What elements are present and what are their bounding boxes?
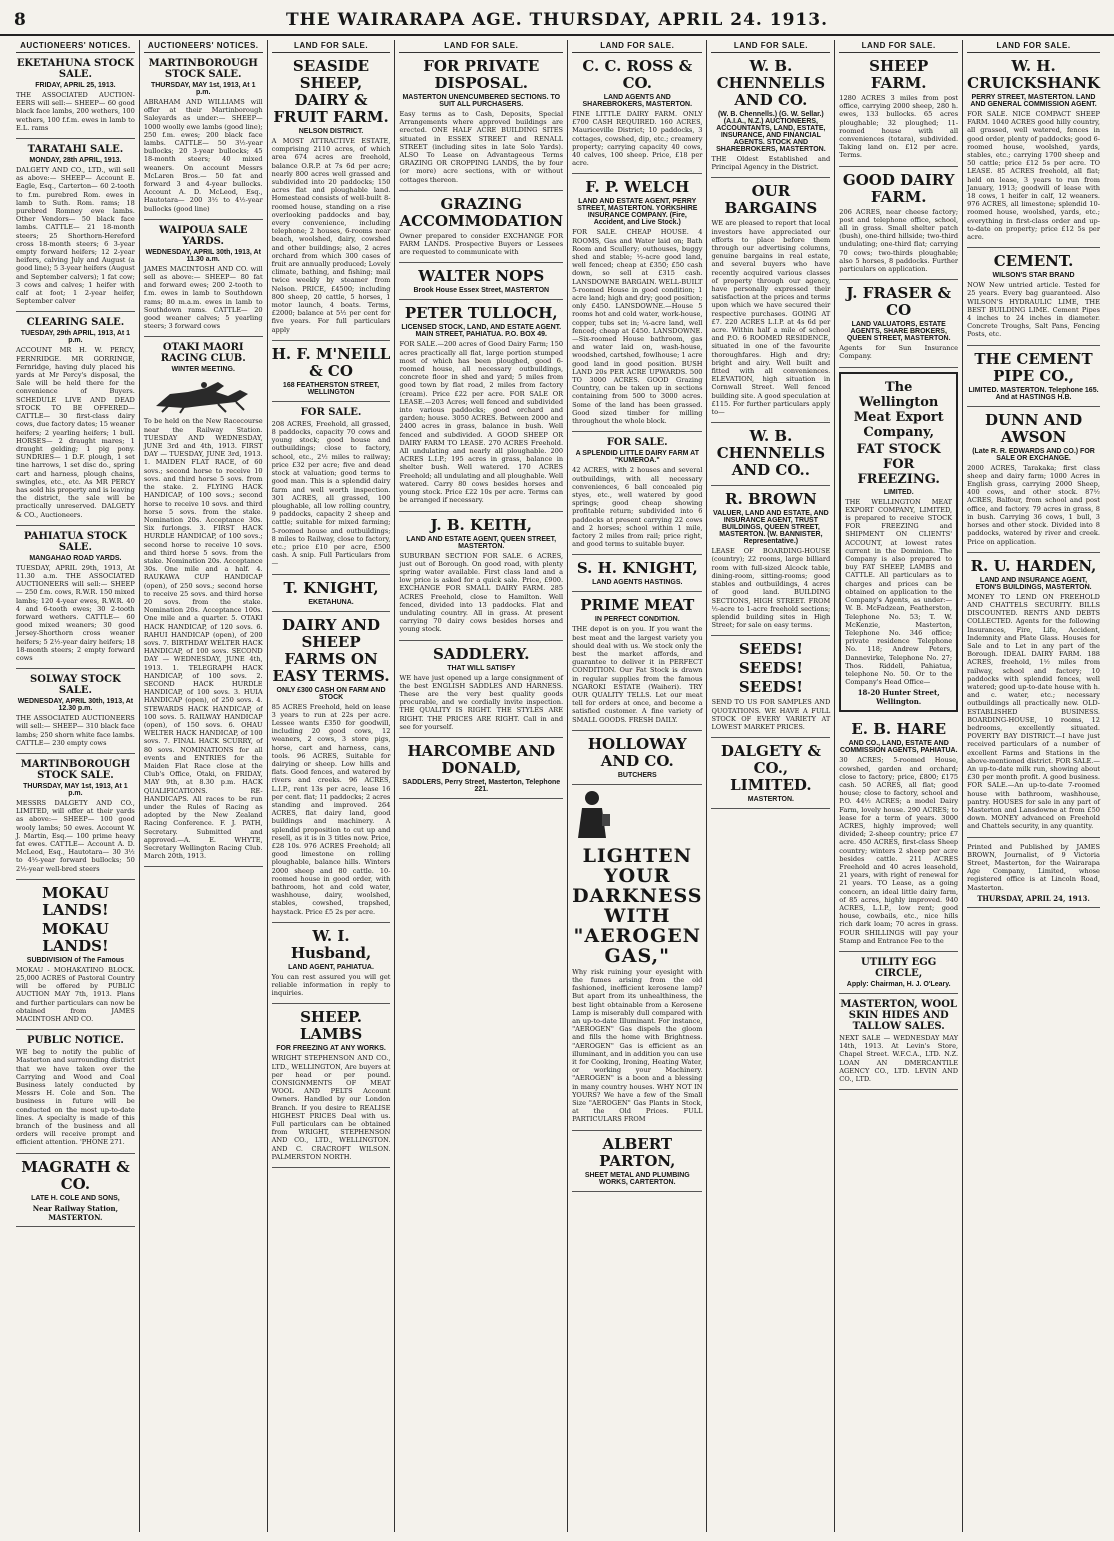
advert-title: MOKAU LANDS! — [41, 883, 109, 919]
advert-subtitle: SADDLERS, Perry Street, Masterton, Telephone 221. — [402, 778, 561, 793]
advert-title-repeat: MOKAU LANDS! — [41, 919, 109, 955]
advert-subtitle: EKETAHUNA. — [308, 598, 354, 606]
advert-subtitle: THURSDAY, MAY 1st, 1913, At 1 p.m. — [150, 82, 256, 96]
advert-subtitle: LAND AND ESTATE AGENT, QUEEN STREET, MASTERTON. — [406, 535, 557, 550]
advert-mokau-lands — [16, 880, 135, 1030]
advert-subtitle: VALUER, LAND AND ESTATE, AND INSURANCE AGENT, TRUST BUILDINGS, QUEEN STREET, MASTERTON. (W. BANNISTER, Representative.) — [712, 510, 829, 546]
advert-body: ABRAHAM AND WILLIAMS will offer at their Martinborough Saleyards as under:— SHEEP— 1000 woolly ewe lambs (good line); 250 f.m. ewes; 200 black face lambs. CATTLE— 50 3½-year bullocks; 20 3-year bullocks; 45 18-month steers; 40 mixed weaners. On account Messrs McLaren Bros.— 50 fat and forward 3 and 4-year bullocks. Account A. D. McLeod, Esq., Hautotara— 200 3½ to 4½-year bullocks (good line) — [143, 98, 263, 213]
advert-subtitle: PERRY STREET, MASTERTON. LAND AND GENERAL COMMISSION AGENT. — [970, 94, 1097, 108]
advert-title: DAIRY AND SHEEP FARMS ON EASY TERMS. — [272, 615, 390, 685]
advert-title: SEEDS! — [738, 640, 803, 659]
advert-body: 85 ACRES Freehold, held on lease 3 years to run at 22s per acre. Lessee wants £350 for goodwill, including 20 good cows, 12 weaners, 2 cows, 3 store pigs, horse, cart and harness, cans, tools. 96 ACRES, Suitable for dairying or sheep. Low hills and flats. Good fences, and watered by rivers and creeks. 96 ACRES, L.I.P., rent 13s per acre, lease 16 per cent. flat; 11 paddocks; 2 acres standing and improved. 264 ACRES, flat dairy land, good buildings and machinery. A splendid proposition to cut up and resell, as it is in 3 titles now. Price, £28 10s. 976 ACRES Freehold; all good limestone on rolling ploughable, balance hills. Winters 2000 sheep and 80 cattle. 10-roomed house in good order, with bathroom, hot and cold water, washhouse, dairy, woolshed, stables, cowshed, trapshed, haystack. Price £5 2s per acre. — [271, 702, 391, 916]
advert-title: DUNN AND AWSON — [984, 410, 1083, 446]
column-heading: LAND FOR SALE. — [572, 40, 702, 53]
advert-utility-egg-circle — [839, 952, 958, 994]
advert-title: E. B. HARE — [851, 720, 947, 739]
advert-title: PAHIATUA STOCK SALE. — [23, 530, 127, 553]
advert-subtitle: Apply: Chairman, H. J. O'Leary. — [846, 981, 951, 988]
advert-for-private-disposal — [399, 53, 563, 191]
column-heading: AUCTIONEERS' NOTICES. — [16, 40, 135, 53]
advert-body: LEASE OF BOARDING-HOUSE (country); 22 rooms, large billiard room with full-sized Alcock table, dining-room, sitting-rooms; good stables and outbuildings, 4 acres of good land. BUILDING SECTIONS, HIGH STREET. FROM ½-acre to 1-acre freehold sections; splendid building sites in High Street; for sale on easy terms. — [711, 547, 831, 630]
advert-body: NEXT SALE — WEDNESDAY MAY 14th, 1913. At Levin's Store, Chapel Street. W.F.C.A., LTD. N.Z. LOAN AN DMERCANTILE AGENCY CO., LTD. LEVIN AND CO., LTD. — [839, 1034, 959, 1084]
advert-subtitle: SUBDIVISION of The Famous — [26, 956, 125, 964]
advert-subtitle: Brook House Essex Street, MASTERTON — [413, 287, 550, 295]
advert-body: MONEY TO LEND ON FREEHOLD AND CHATTELS SECURITY. BILLS DISCOUNTED. RENTS AND DEBTS COLLECTED. Agents for the following Insurances, Fire, Life, Accident, Indemnity and Plate Glass. Houses for Sale and to Let in any part of the Borough. IDEAL DAIRY FARM. 188 ACRES, freehold, 1½ miles from railway, school and factory; 10 paddocks with splendid fences, well watered; good up-to-date house with h. and c. water, etc.; necessary outbuildings all practically new. OLD-ESTABLISHED BUSINESS. BOARDING-HOUSE, 10 rooms, 12 bedrooms, excellently situated. POVERTY BAY DISTRICT.—I have just received particulars of a number of excellent Farms and Stations in the above-mentioned district. FOR SALE.—An up-to-date milk run, showing about £30 per month profit. A good business. FOR SALE.—An up-to-date 7-roomed house with bathroom, washhouse, pantry. HOUSES for sale in any part of Masterton and Lansdowne at from £50 down. MONEY advanced on Freehold and Chattels security, in any quantity. — [967, 592, 1100, 831]
advert-body: SUBURBAN SECTION FOR SALE. 6 ACRES, just out of Borough. On good road, with plenty spring water available. First class land and a low price is asked for a quick sale. Price, £900. EXCHANGE FOR SMALL DAIRY FARM. 285 ACRES Freehold, close to Hamilton. Well fenced, divided into 13 paddocks. Flat and undulating country. All in grass. At present carrying 70 dairy cows besides horses and young stock. — [399, 551, 564, 634]
advert-body: 42 ACRES, with 2 houses and several outbuildings, with all necessary conveniences, 6 ball concealed pig styes, etc., well watered by good springs; good cheap showing profitable return; subdivided into 6 paddocks at present carrying 22 cows and 2 horses; school within 1 mile, factory 2 miles from rail; price right, and good terms to suitable buyer. — [572, 466, 703, 549]
advert-subtitle: LAND AGENTS HASTINGS. — [592, 579, 683, 587]
advert-title: WALTER NOPS — [418, 267, 545, 286]
advert-title: CLEARING SALE. — [26, 317, 125, 329]
advert-footer: Near Railway Station, MASTERTON. — [32, 1203, 119, 1222]
advert-body: NOW New untried article. Tested for 25 years. Every bag guaranteed. Also WILSON'S HYDRAULIC LIME, THE BEST BUILDING LIME. Cement Pipes 4 inches to 24 inches in diameter. Concrete Troughs, Salt Pans, Fencing Posts, etc. — [967, 281, 1100, 339]
advert-body: 30 ACRES; 5-roomed House, cowshed, garden and orchard; close to factory; price, £800; £175 cash. 50 ACRES, all flat; good house; close to factory, school and P.O. 44½ ACRES; a model Dairy Farm, lovely house. 290 ACRES; to lease for a term of years. 3000 ACRES, highly improved; well divided; 2-sheep country; price £7 acre. 450 ACRES, first-class Sheep country; winters 2 sheep per acre besides cattle. 211 ACRES Freehold and 40 acres leasehold, 21 years, with right of renewal for 21 years. TO Lease, as a going concern, an ideal little dairy farm, of 85 acres, highly improved. 940 ACRES, L.I.P., low rent; good house, cowbails, etc., nice hills rich dark loam; 70 acres in grass. FOUR SHILLINGS will pay your Stamp and Entrance Fee to the — [839, 756, 959, 945]
column-heading: AUCTIONEERS' NOTICES. — [144, 40, 263, 53]
advert-title: J. B. KEITH, — [430, 515, 533, 534]
advert-body: 1280 ACRES 3 miles from post office, carrying 2000 sheep, 280 h. ewes, 133 bullocks. 65 acres ploughable; 32 ploughed; 11-roomed house with all conveniences (totara), subdivided. Taking land on. £12 per acre. Terms. — [839, 94, 959, 160]
advert-subtitle: MASTERTON UNENCUMBERED SECTIONS. TO SUIT ALL PURCHASERS. — [402, 94, 561, 108]
advert-title: T. KNIGHT, — [283, 578, 379, 597]
advert-body: MOKAU - MOHAKATINO BLOCK. 25,000 ACRES of Pastoral Country will be offered by PUBLIC AUCTION MAY 7th, 1913. Plans and further particulars can now be obtained from JAMES MACINTOSH AND CO. — [16, 965, 135, 1024]
advert-martinborough-stock-sale — [16, 754, 135, 880]
advert-title: F. P. WELCH — [585, 178, 690, 197]
advert-e-b-hare — [839, 716, 958, 952]
advert-title: SEASIDE SHEEP, DAIRY & FRUIT FARM. — [273, 57, 389, 126]
advert-body: ACCOUNT MR H. W. PERCY, FERNRIDGE. MR GORRINGE, Fernridge, having duly placed his yards at Mr Percy's disposal, the Sale will be held there for the convenience of Buyers. SCHEDULE LIVE AND DEAD STOCK TO BE OFFERED— CATTLE— 30 first-class dairy cows, due factory dates; 15 weaner heifers; 2 yearling heifers; 1 bull. HORSES— 2 draught mares; 1 draught gelding; 1 pig pony. SUNDRIES— 1 D.F. plough, 1 set tine harrows, 1 set disc do., spring cart and harness, plough chains, swingles, etc., etc. As MR PERCY has sold his property and is leaving the district, the sale will be practically unreserved. DALGETY & CO., Auctioneers. — [16, 346, 135, 519]
column-heading: LAND FOR SALE. — [399, 40, 563, 53]
advert-title: LIGHTEN YOUR DARKNESS WITH "AEROGEN GAS," — [572, 844, 703, 967]
advert-title: H. F. M'NEILL & CO — [271, 344, 391, 380]
advert-title: HARCOMBE AND DONALD, — [407, 741, 556, 777]
advert-body: TUESDAY, APRIL 29th, 1913, At 11.30 a.m. THE ASSOCIATED AUCTIONEERS will sell:— SHEEP— 250 f.m. cows, R.W.R. 150 mixed lambs; 120 4-year ewes, R.W.R. 40 4 and 6-tooth ewes; 30 2-tooth forward wethers. CATTLE— 60 good mixed weaners; 30 good Jersey-Shorthorn cross weaner heifers; 5 2½-year dairy heifers; 18 18-month steers; 2 empty forward cows — [16, 563, 135, 662]
advert-otaki-maori-racing-club — [144, 337, 263, 867]
advert-j-b-keith — [399, 512, 563, 641]
advert-subtitle: LAND AGENTS AND SHAREBROKERS, MASTERTON. — [582, 94, 693, 108]
advert-peter-tulloch — [399, 300, 563, 511]
advert-subtitle: LAND VALUATORS, ESTATE AGENTS, SHARE BROKERS, QUEEN STREET, MASTERTON. — [846, 321, 951, 343]
advert-imprint — [967, 838, 1100, 908]
advert-t-knight — [272, 575, 391, 612]
advert-title: PUBLIC NOTICE. — [26, 1035, 124, 1047]
column-heading: LAND FOR SALE. — [711, 40, 830, 53]
advert-subtitle: (W. B. Chennells.) (G. W. Sellar.) (A.I.A., N.Z.) AUCTIONEERS, ACCOUNTANTS, LAND, ESTATE, INSURANCE, AND FINANCIAL AGENTS. STOCK AND SHAREBROKERS, MASTERTON. — [716, 111, 826, 153]
advert-subtitle: FOR FREEZING AT ANY WORKS. — [276, 1045, 386, 1053]
advert-sheep-lambs — [272, 1004, 391, 1168]
advert-subtitle: MONDAY, 28th APRIL, 1913. — [29, 157, 122, 165]
advert-s-h-knight — [572, 555, 702, 592]
advert-body: THE WELLINGTON MEAT EXPORT COMPANY, LIMITED, is prepared to receive STOCK FOR FREEZING and SHIPMENT ON CLIENTS' ACCOUNT, at lowest rates current in the Dominion. The Company is also prepared to buy FAT SHEEP, LAMBS and CATTLE. All particulars as to charges and prices can be obtained on application to the Company's Agents, as under:— W. B. McFadzean, Featherston, Telephone No. 53; T. W. McKenzie, Masterton, Telephone No. 346 office; private residence Telephone No. 118; Andrew Peters, Dannevirke, Telephone No. 27; Thos. Riddell, Pahiatua, telephone No. 50. Or to the Company's Head Office— — [845, 497, 953, 687]
advert-walter-nops — [399, 263, 563, 300]
advert-body: DALGETY AND CO., LTD., will sell as above:— SHEEP— Account E. Eagle, Esq., Carterton— 60 2-tooth to f.m. purebred Rom. ewes in lamb to Suth. Rom. rams; 18 purebred Romney ewe lambs. Other Vendors— 50 black face lambs. CATTLE— 21 18-month steers; 25 Shorthorn-Hereford cross 18-month steers; 6 3-year empty forward heifers; 12 2-year heifers, calving July and August (a good line); 5 3-year heifers (August and September calvers); 1 fat cow; 3 cows and calves; 1 heifer with calf at foot; 1 2-year heifer, September calver — [16, 166, 135, 306]
advert-body: THE ASSOCIATED AUCTION-EERS will sell:— SHEEP— 60 good black face lambs, 200 wethers, 100 wethers, 100 f.f.m. ewes in lamb to E.L. rams — [16, 91, 135, 132]
advert-title: MARTINBOROUGH STOCK SALE. — [148, 58, 258, 80]
advert-body: WRIGHT STEPHENSON AND CO., LTD., WELLINGTON, Are buyers at per head or per pound. CONSIGNMENTS OF MEAT WOOL AND PELTS Account Owners. Handled by our London Branch. If you desire to REALISE HIGHEST PRICES Deal with us. Full particulars can be obtained from WRIGHT, STEPHENSON AND CO., LTD., WELLINGTON. AND C. CRACROFT WILSON. PALMERSTON NORTH. — [271, 1054, 391, 1161]
advert-title: SOLWAY STOCK SALE. — [30, 674, 121, 697]
advert-saddlery — [399, 641, 563, 738]
advert-public-notice — [16, 1030, 135, 1153]
column-4 — [395, 40, 568, 1532]
advert-j-fraser-co — [839, 280, 958, 367]
advert-body: You can rest assured you will get reliable information in reply to inquiries. — [271, 972, 391, 998]
advert-subtitle: LIMITED. MASTERTON. Telephone 165. And at HASTINGS H.B. — [968, 386, 1099, 401]
advert-title: R. U. HARDEN, — [970, 556, 1097, 575]
advert-r-u-harden — [967, 553, 1100, 838]
advert-subtitle: (Late R. R. EDWARDS AND CO.) FOR SALE OR EXCHANGE. — [972, 447, 1095, 462]
advert-title: The Wellington Meat Export Company, — [853, 379, 944, 440]
advert-our-bargains — [711, 178, 830, 423]
advert-body: WE beg to notify the public of Masterton and surrounding district that we have taken over the Carrying and Wood and Coal Business lately conducted by Messrs H. Cole and Son. The business in future will be conducted on the most up-to-date lines. A specialty is made of this branch of the business and all orders will receive prompt and efficient attention. 'PHONE 271. — [16, 1048, 135, 1147]
advert-w-h-cruickshank — [967, 53, 1100, 248]
advert-subtitle: LIMITED. — [883, 488, 914, 496]
advert-the-cement-pipe-co — [967, 346, 1100, 407]
advert-title: SHEEP. LAMBS — [299, 1008, 363, 1044]
advert-title: PETER TULLOCH, — [404, 304, 558, 323]
advert-clearing-sale — [16, 312, 135, 525]
advert-seaside-sheep-dairy-fruit-farm — [272, 53, 391, 341]
advert-dunn-and-awson — [967, 407, 1100, 553]
newspaper-title: THE WAIRARAPA AGE. THURSDAY, APRIL 24. 1913. — [286, 10, 828, 30]
advert-title: OTAKI MAORI RACING CLUB. — [160, 342, 246, 365]
advert-for-sale — [272, 402, 391, 575]
advert-body: THE depot is on you. If you want the best meat and the largest variety you should deal with us. We stock only the best the market affords, and guarantee to deliver it in PERFECT CONDITION. Our Fat Stock is drawn in regular supplies from the famous NGAROKI ESTATE (Waiheri). TRY OUR QUALITY TELLS. Let our meat tell for orders at once, and become a satisfied customer. A fine variety of SMALL GOODS. FRESH DAILY. — [572, 625, 703, 724]
advert-body: WE have just opened up a large consignment of the best ENGLISH SADDLES AND HARNESS. These are the very best quality goods procurable, and we cordially invite inspection. THE QUALITY IS RIGHT. THE STYLES ARE RIGHT. THE PRICES ARE RIGHT. Call in and see for yourself. — [399, 673, 564, 731]
advert-title: UTILITY EGG CIRCLE, — [861, 957, 937, 979]
advert-c-c-ross-co — [572, 53, 702, 174]
advert-title: MASTERTON, WOOL SKIN HIDES AND TALLOW SALES. — [840, 999, 957, 1032]
advert-subtitle: IN PERFECT CONDITION. — [594, 616, 680, 624]
advert-subtitle: SHEET METAL AND PLUMBING WORKS, CARTERTON. — [584, 1171, 690, 1186]
advert-r-brown — [711, 486, 830, 636]
masthead — [0, 0, 1114, 36]
advert-seeds — [711, 636, 830, 738]
column-6 — [707, 40, 835, 1532]
advert-body: Why risk ruining your eyesight with the fumes arising from the old fashioned, inefficient kerosene lamp? But apart from its unhealthiness, the best light obtainable from a Kerosene Lamp is miserably dull compared with an up-to-date Illuminant. For instance, "AEROGEN" Gas dispels the gloom and fills the home with Brightness. "AEROGEN" Gas is efficient as an illuminant, and in addition you can use it for Cooking, Ironing, Heating Water, or working your Machinery. "AEROGEN" is a boon and a blessing in many country houses. WHY NOT IN YOURS? We have a few of the Small Size "AEROGEN" Gas Plants in Stock, at the Old Prices. FULL PARTICULARS FROM — [572, 967, 703, 1124]
advert-title: FOR PRIVATE DISPOSAL. — [423, 57, 540, 92]
advert-body: 2000 ACRES, Tarakaka; first class sheep and dairy farm; 1000 Acres in English grass, carrying 2000 Sheep, 400 cows, and other stock. 87½ ACRES, Balfour, from school and post office, and factory. 79 acres in grass, 8 in bush. Carrying 36 cows, 1 bull, 3 horses and other stock. Divided into 8 paddocks, watered by river and creek. Price on application. — [967, 463, 1100, 546]
advert-title: W. I. Husband, — [290, 926, 372, 962]
advert-title: OUR BARGAINS — [724, 182, 818, 218]
columns — [12, 40, 1104, 1532]
advert-title: J. FRASER & CO — [846, 284, 951, 320]
advert-masterton-wool-skin-hides-and-tallow-sal — [839, 994, 958, 1090]
advert-title: SHEEP FARM. — [869, 57, 929, 92]
advert-body: Owner prepared to consider EXCHANGE FOR FARM LANDS. Prospective Buyers or Lessees are requested to communicate with — [399, 231, 564, 257]
column-heading: LAND FOR SALE. — [967, 40, 1100, 53]
advert-subtitle: LAND AGENT, PAHIATUA. — [288, 963, 374, 971]
advert-magrath-co — [16, 1154, 135, 1227]
advert-body: FINE LITTLE DAIRY FARM. ONLY £700 CASH REQUIRED. 160 ACRES, Mauriceville District; 10 paddocks, 3 cottages, cowshed, dip, etc.; creamery property; carrying capacity 40 cows, 40 calves, 100 sheep. Price, £18 per acre. — [572, 110, 703, 168]
advert-title: W. H. CRUICKSHANK — [967, 57, 1100, 92]
advert-subtitle: WEDNESDAY, APRIL 30th, 1913, At 11.30 a.m. — [145, 248, 261, 263]
advert-title: WAIPOUA SALE YARDS. — [158, 224, 248, 247]
advert-sheep-farm — [839, 53, 958, 167]
column-heading: LAND FOR SALE. — [272, 40, 391, 53]
advert-solway-stock-sale — [16, 669, 135, 754]
advert-prime-meat — [572, 592, 702, 730]
column-5 — [568, 40, 707, 1532]
column-2 — [140, 40, 268, 1532]
advert-body: THE Oldest Established and Principal Agency in the District. — [711, 155, 831, 172]
advert-taratahi-sale — [16, 139, 135, 312]
advert-title: TARATAHI SALE. — [27, 144, 124, 156]
advert-title: FOR SALE. — [606, 437, 668, 449]
advert-subtitle: BUTCHERS — [617, 771, 657, 779]
advert-title: CEMENT. — [993, 252, 1074, 271]
advert-lighten-your-darkness-with-aerogen-gas — [572, 785, 702, 1131]
column-8 — [963, 40, 1104, 1532]
advert-body: 208 ACRES, Freehold, all grassed, 8 paddocks, capacity 70 cows and young stock; good house and outbuildings; close to factory, school, etc., 2½ miles to railway; price £32 per acre; five and dead stock at valuation; good terms to good man. This is a splendid dairy farm and well worth inspection. 301 ACRES, all grassed, 100 ploughable, all low rolling country, 9 paddocks, capacity 2 sheep and cattle; suitable for mixed farming; 5-roomed house and outbuildings; 8 miles to Railway, close to factory, etc.; price £10 per acre, £500 cash. A snip. Full Particulars from— — [271, 419, 391, 568]
advert-subtitle: WEDNESDAY, APRIL 30th, 1913, At 12.30 p.m. — [17, 698, 134, 713]
advert-title: EKETAHUNA STOCK SALE. — [16, 58, 134, 80]
advert-w-b-chennells-and-co — [711, 53, 830, 178]
racehorse-illustration-icon — [148, 376, 258, 414]
advert-body: FOR SALE.—200 acres of Good Dairy Farm; 150 acres practically all flat, large portion stumped most of which has been ploughed, good 6-roomed house, all necessary outbuildings, concrete floor in shed and yard; 5 miles from good town by flat road, 2 miles from factory (cream). Price £22 per acre. FOR SALE OR LEASE.—203 Acres; well fenced and subdivided into various paddocks; good orchard and garden; house. 3050 ACRES. Between 2000 and 2400 acres in grass, balance in bush. Well fenced and subdivided. A GOOD SHEEP OR DAIRY FARM TO LEASE. 270 ACRES Freehold. All undulating and nearly all ploughable. 200 ACRES L.I.P.; 195 acres in grass, balance in shelter bush. Well watered. 170 ACRES Freehold; all undulating and all ploughable. Well watered. Carry 80 cows besides horses and young stock. Price £22 10s per acre. Terms can be arranged if necessary. — [399, 340, 564, 505]
advert-dairy-and-sheep-farms-on-easy-terms — [272, 612, 391, 923]
advert-title-repeat: SEEDS! — [738, 659, 803, 678]
advert-subtitle: MANGAHAO ROAD YARDS. — [29, 554, 122, 562]
advert-grazing-accommodation — [399, 191, 563, 264]
advert-w-i-husband — [272, 923, 391, 1005]
column-7 — [835, 40, 963, 1532]
advert-title: FOR SALE. — [300, 406, 362, 418]
advert-footer: 18-20 Hunter Street, Wellington. — [857, 688, 940, 707]
advert-subtitle: THAT WILL SATISFY — [447, 664, 516, 672]
advert-body: Easy terms as to Cash, Deposits, Special Arrangements where approved buildings are erected. ONE HALF ACRE BUILDING SITES situated in ESSEX STREET and RENALL STREET (including sites in late Solo Yards). ALSO To Lease on Advantageous Terms GRAZING OR CROPPING LANDS, the by four (or more) acre sections, with or without cottages thereon. — [399, 110, 564, 184]
advert-title: MAGRATH & CO. — [21, 1157, 130, 1193]
advert-subtitle: LAND AND INSURANCE AGENT, ETON'S BUILDINGS, MASTERTON. — [975, 576, 1092, 591]
advert-subtitle: LICENSED STOCK, LAND, AND ESTATE AGENT. MAIN STREET, PAHIATUA. P.O. BOX 49. — [401, 324, 562, 339]
advert-title: R. BROWN — [725, 490, 817, 509]
page-number: 8 — [14, 10, 26, 30]
advert-body: SEND TO US FOR SAMPLES AND QUOTATIONS. WE HAVE A FULL STOCK OF EVERY VARIETY AT LOWEST MARKET PRICES. — [711, 698, 831, 731]
advert-subtitle: MASTERTON. — [747, 796, 794, 804]
advert-subtitle: THURSDAY, MAY 1st, 1913, At 1 p.m. — [23, 782, 128, 797]
advert-for-sale — [572, 432, 702, 555]
advert-title: DALGETY & CO., LIMITED. — [720, 742, 821, 795]
advert-title: C. C. ROSS & CO. — [582, 57, 693, 92]
advert-body: FOR SALE. NICE COMPACT SHEEP FARM. 1040 ACRES good hilly country, all grassed, well watered, fences in good order, plenty of paddocks; good 6-roomed house, woolshed, yards, stables, etc.; carrying 1700 sheep and 50 cattle; price £12 5s per acre. TO LEASE. 85 ACRES freehold, all flat; held on lease, 3 years to run from January, 1913; goodwill of lease with 18 cows, 1 heifer in calf, 12 weaners. 976 ACRES, all limestone; splendid 10-roomed house, woolshed, yards, etc.; everything in first-class order and up-to-date on property; price £12 5s per acre. — [967, 110, 1100, 242]
advert-holloway-and-co — [572, 731, 702, 785]
advert-body: THE ASSOCIATED AUCTIONEERS will sell:— SHEEP— 310 black face lambs; 250 shorn white face lambs. CATTLE— 230 empty cows — [16, 714, 135, 747]
advert-dalgety-co-limited — [711, 738, 830, 809]
advert-title: W. B. CHENNELLS AND CO.. — [716, 427, 826, 480]
advert-subtitle: LATE H. COLE AND SONS, — [31, 1194, 120, 1202]
advert-subtitle: A SPLENDID LITTLE DAIRY FARM AT "KUMEROA." — [575, 450, 699, 465]
advert-subtitle: WILSON'S STAR BRAND — [992, 272, 1075, 280]
advert-body: WE are pleased to report that local investors have appreciated our efforts to place before them through our advertising columns, genuine bargains in real estate, and several buyers who have recently acquired various classes of property through our agency, have personally expressed their satisfaction at the prices and terms upon which we have secured their respective purchases. GOING AT £7. 220 ACRES L.I.P. at 4s 6d per acre. Within half a mile of school and P.O. 6 ROOMED RESIDENCE, situated in one of the favourite thoroughfares. High and dry; bright and airy. Well built and fitted with all conveniences. ELEVATION, high situation in Cornwall Street. Well fenced building site. A good speculation at £115. For further particulars apply to— — [711, 219, 831, 417]
advert-subtitle: LAND AND ESTATE AGENT, PERRY STREET, MASTERTON. YORKSHIRE INSURANCE COMPANY. (Fire, Accident, and Live Stock.) — [577, 198, 698, 227]
advert-title: PRIME MEAT — [580, 596, 695, 615]
advert-footer: THURSDAY, APRIL 24, 1913. — [977, 893, 1090, 903]
advert-subtitle: AND CO., LAND, ESTATE AND COMMISSION AGENTS, PAHIATUA. — [839, 740, 958, 755]
advert-subtitle: 168 FEATHERSTON STREET, WELLINGTON — [282, 381, 380, 396]
advert-body: Agents for Sun Insurance Company. — [839, 344, 959, 361]
advert-w-b-chennells-and-co — [711, 423, 830, 486]
advert-subtitle: WINTER MEETING. — [171, 366, 235, 374]
advert-title-repeat: SEEDS! — [738, 678, 803, 697]
advert-h-f-m-neill-co — [272, 341, 391, 402]
advert-pahiatua-stock-sale — [16, 526, 135, 669]
advert-body: MESSRS DALGETY AND CO., LIMITED, will offer at their yards as above:— SHEEP— 100 good wooly lambs; 50 ewes. Account W. J. Martin, Esq.— 100 prime heavy fat ewes. CATTLE— Account A. D. McLeod, Esq., Hautotara— 30 3½ to 4½-year forward bullocks; 50 2½-year well-bred steers — [16, 798, 135, 873]
advert-title: GOOD DAIRY FARM. — [842, 170, 955, 206]
advert-subtitle: TUESDAY, 29th APRIL, 1913, At 1 p.m. — [20, 330, 131, 345]
advert-title: SADDLERY. — [433, 644, 530, 663]
advert-title: ALBERT PARTON, — [599, 1134, 676, 1170]
advert-body: A MOST ATTRACTIVE ESTATE, comprising 2110 acres, of which area 674 acres are freehold, balance O.R.P. at 7s 6d per acre; nearly 800 acres well grassed and subdivided into 20 paddocks; 150 acres flat and ploughable land. Homestead consists of well-built 8-roomed house, standing on a rise overlooking paddocks and bay, every convenience, including telephone; 2 houses, 6-rooms near beach, woolshed, dairy, cowshed and other buildings; also, 2 acres orchard from which 300 cases of fruit are annually produced; Lovely climate, bathing, and fishing; mail twice weekly by steamer from Nelson. PRICE, £4500; including 800 sheep, 20 cattle, 5 horses, 1 motor launch, 4 boats. Terms, £2000; balance at 5½ per cent for five years. For full particulars apply — [271, 137, 391, 334]
advert-title: W. B. CHENNELLS AND CO. — [716, 57, 826, 109]
advert-title: GRAZING ACCOMMODATION — [399, 194, 564, 230]
advert-albert-parton — [572, 1131, 702, 1192]
advert-good-dairy-farm — [839, 167, 958, 281]
advert-title: S. H. KNIGHT, — [576, 559, 698, 578]
man-with-lamp-illustration-icon — [572, 788, 614, 844]
advert-subtitle: FRIDAY, APRIL 25, 1913. — [35, 82, 116, 89]
advert-subtitle: NELSON DISTRICT. — [298, 128, 364, 135]
column-heading: LAND FOR SALE. — [839, 40, 958, 53]
column-1 — [12, 40, 140, 1532]
advert-the-wellington-meat-export-company — [839, 372, 958, 713]
advert-martinborough-stock-sale — [144, 53, 263, 220]
advert-body: Printed and Published by JAMES BROWN, Journalist, of 9 Victoria Street, Masterton, for the Wairarapa Age Company, Limited, whose registered office is at Lincoln Road, Masterton. — [967, 842, 1100, 892]
advert-title: THE CEMENT PIPE CO., — [974, 349, 1093, 385]
advert-f-p-welch — [572, 174, 702, 432]
advert-waipoua-sale-yards — [144, 220, 263, 338]
advert-title: MARTINBOROUGH STOCK SALE. — [20, 758, 131, 781]
advert-body: To be held on the New Racecourse near the Railway Station. TUESDAY AND WEDNESDAY, JUNE 3rd and 4th, 1913. FIRST DAY — TUESDAY, JUNE 3rd, 1913. 1. MAIDEN FLAT RACE, of 60 sovs.; second horse to receive 10 sovs. and third horse 5 sovs. from the stake. 2. FLYING HACK HANDICAP, of 100 sovs.; second horse to receive 10 sovs. and third horse 5 sovs. from the stake. Nomination 20s. Acceptance 30s. Six furlongs. 3. FIRST HACK HURDLE HANDICAP, of 100 sovs.; second horse to receive 10 sovs. and third horse 5 sovs. from the stake. Nomination 20s. Acceptance 30s. One mile and a half. 4. RAUKAWA CUP HANDICAP (open), of 250 sovs.; second horse to receive 25 sovs. and third horse 20 sovs. from the stake. Nomination 20s. Acceptance 100s. One mile and a quarter. 5. OTAKI HACK HANDICAP, of 120 sovs. 6. RAHUI HANDICAP (open), of 200 sovs. 7. BIRTHDAY WELTER HACK HANDICAP, of 100 sovs. SECOND DAY — WEDNESDAY, JUNE 4th, 1913. 1. TELEGRAPH HACK HANDICAP, of 100 sovs. 2. SECOND HACK HURDLE HANDICAP, of 100 sovs. 3. HUIA HANDICAP (open), of 250 sovs. 4. STEWARDS HACK HANDICAP, of 100 sovs. 5. RAILWAY HANDICAP (open), of 150 sovs. 6. OHAU WELTER HACK HANDICAP, of 100 sovs. 7. FINAL HACK SCURRY, of 80 sovs. NOMINATIONS for all events and ENTRIES for the Maiden Flat Race close at the Club's Office, Otaki, on FRIDAY, MAY 9th, at 8.30 p.m. HACK QUALIFICATIONS. RE-HANDICAPS. All races to be run under the Rules of Racing as adopted by the New Zealand Racing Conference. F. J. PATH, Secretary. Submitted and approved.—A. E. WHYTE, Secretary Wellington Racing Club. March 20th, 1913. — [143, 417, 263, 861]
advert-eketahuna-stock-sale — [16, 53, 135, 139]
advert-harcombe-and-donald — [399, 738, 563, 799]
advert-subtitle: ONLY £300 CASH ON FARM AND STOCK — [276, 686, 386, 701]
advert-title: HOLLOWAY AND CO. — [587, 734, 687, 770]
advert-body: FOR SALE. CHEAP HOUSE. 4 ROOMS, Gas and Water laid on; Bath Room and Scullery; outhouses, buggy shed and stable; ½-acre good land, well fenced; cheap at £350; £50 cash down, so sell at £315 cash. LANSDOWNE BARGAIN. WELL-BUILT 5-roomed House in good condition; 1 acre land; high and dry; good position; only £450. LANSDOWNE.—House 5 rooms hot and cold water, work-house, copper, tubs set in; ¼-acre land, well fenced; cheap at £450. LANSDOWNE.—Six-roomed House bathroom, gas and water laid on, wash-house, woodshed, cartshed, fowlhouse; 1 acre good land in good position. BUSH LAND 20s PER ACRE UPWARDS. 500 TO 3000 ACRES. GOOD Grazing Country, can be taken up in sections containing from 500 to 3000 acres. Some of the land has been grassed. Good sized timber for milling throughout the whole block. — [572, 228, 703, 426]
advert-body: 206 ACRES, near cheese factory; post and telephone office, school, all in grass. Small shelter patch (bush), one-third hillside; two-third undulating; one-third flat; carrying 70 cows; two-thirds ploughable; also 5 horses, 8 paddocks. Further particulars on application. — [839, 207, 959, 274]
advert-cement — [967, 248, 1100, 345]
advert-title-repeat: FAT STOCK FOR FREEZING. — [856, 441, 941, 487]
column-3 — [268, 40, 396, 1532]
advert-body: JAMES MACINTOSH AND CO. will sell as above:— SHEEP— 80 fat and forward ewes; 200 2-tooth to f.m. ewes in lamb to Southdown rams; 80 m.a.m. ewes in lamb to Southdown rams. CATTLE— 20 good weaner calves; 5 yearling steers; 3 forward cows — [143, 264, 263, 331]
